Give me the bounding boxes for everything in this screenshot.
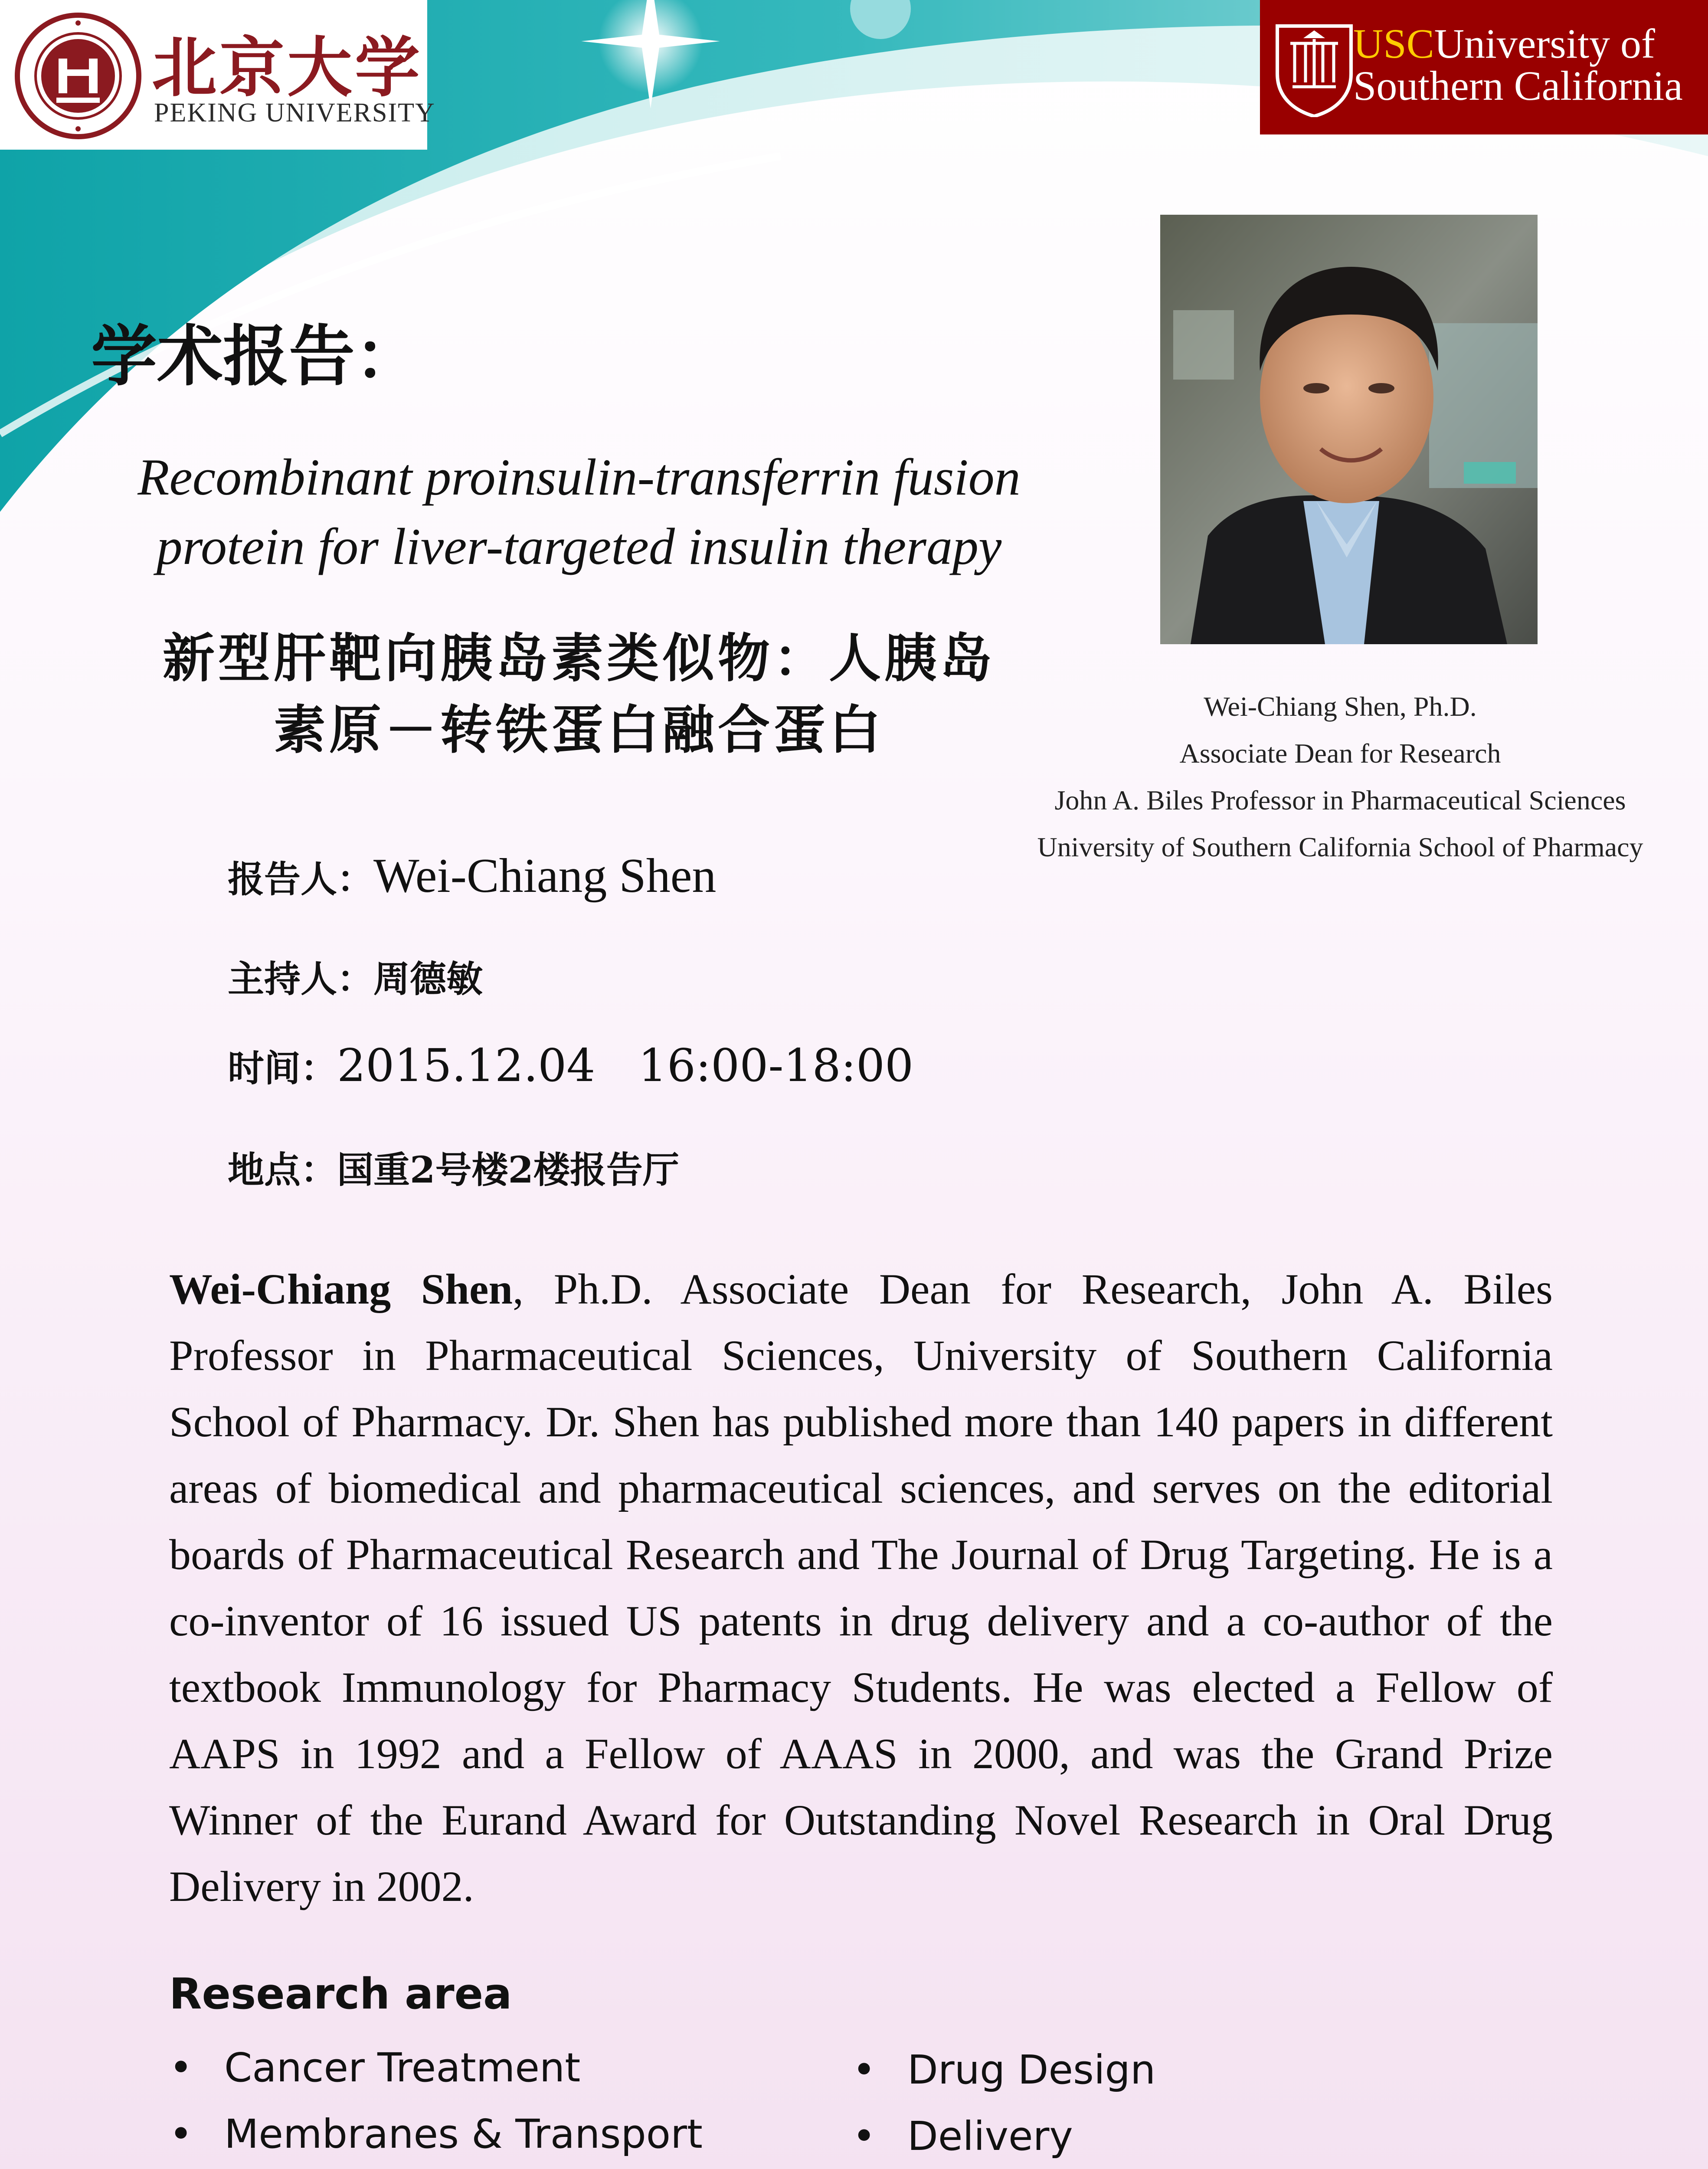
list-item <box>169 2101 837 2167</box>
bio-text: , Ph.D. Associate Dean for Research, John A. Biles Professor in Pharmaceutical Sciences, University of Southern California School of Pharmacy. Dr. Shen has published more than 140 papers in different areas of biomedical and pharmaceutical sciences, and serves on the editorial boards of Pharmaceutical Research and The Journal of Drug Targeting. He is a co-inventor of 16 issued US patents in drug delivery and a co-author of the textbook Immunology for Pharmacy Students. He was elected a Fellow of AAPS in 1992 and a Fellow of AAAS in 2000, and was the Grand Prize Winner of the Eurand Award for Outstanding Novel Research in Oral Drug Delivery in 2002. <box>169 1265 1553 1910</box>
research-item-label: Delivery <box>907 2113 1073 2159</box>
peking-university-logo <box>0 0 435 150</box>
speaker-row <box>228 848 716 904</box>
speaker-bio <box>169 1256 1553 1920</box>
pku-seal-icon <box>13 11 143 141</box>
place-value: 国重2号楼2楼报告厅 <box>337 1148 679 1191</box>
research-item-label: Drug Design <box>907 2047 1156 2093</box>
bullet: • <box>169 2111 193 2157</box>
list-item <box>169 2035 837 2101</box>
research-area-list-right <box>852 2037 1155 2169</box>
usc-wordmark-line1 <box>1353 20 1655 68</box>
caption-line1: Wei-Chiang Shen, Ph.D. <box>1204 691 1477 722</box>
usc-abbrev: USC <box>1353 20 1434 67</box>
pku-chinese-name: 北京大学 <box>152 29 423 106</box>
list-item <box>169 2167 837 2169</box>
report-label: 学术报告： <box>91 317 421 395</box>
place-label: 地点： <box>228 1148 337 1191</box>
title-cn-line2: 素原－转铁蛋白融合蛋白 <box>274 699 884 760</box>
speaker-caption <box>972 683 1708 871</box>
list-item <box>852 2037 1155 2103</box>
title-en-line2: protein for liver-targeted insulin therapy <box>156 518 1002 575</box>
usc-line1-text: University of <box>1434 20 1655 67</box>
bullet <box>169 2167 193 2169</box>
caption-line4: University of Southern California School of Pharmacy <box>1037 832 1643 862</box>
host-label: 主持人： <box>228 957 374 1000</box>
talk-title-chinese <box>74 623 1084 766</box>
list-item <box>852 2103 1155 2169</box>
research-item-label: Cancer Treatment <box>224 2044 581 2091</box>
usc-seal-icon <box>1273 17 1355 117</box>
speaker-label: 报告人： <box>228 858 374 901</box>
host-row <box>228 950 483 1003</box>
bio-speaker-name: Wei-Chiang Shen <box>169 1265 513 1313</box>
bullet: • <box>852 2047 876 2093</box>
talk-title-english <box>74 442 1084 581</box>
research-area-heading: Research area <box>169 1969 512 2019</box>
host-value: 周德敏 <box>373 957 483 1000</box>
bullet: • <box>169 2044 193 2091</box>
speaker-value: Wei-Chiang Shen <box>373 849 717 903</box>
title-cn-line1: 新型肝靶向胰岛素类似物：人胰岛 <box>163 628 995 689</box>
speaker-photo <box>1160 215 1538 644</box>
pku-english-name: PEKING UNIVERSITY <box>154 98 435 128</box>
time-row <box>228 1039 913 1092</box>
usc-wordmark-line2: Southern California <box>1353 62 1683 109</box>
time-value: 2015.12.04 16:00-18:00 <box>337 1039 914 1092</box>
time-label: 时间： <box>228 1047 337 1090</box>
caption-line2: Associate Dean for Research <box>1179 738 1501 769</box>
place-row <box>228 1141 679 1193</box>
research-item-label: Membranes & Transport <box>224 2111 703 2157</box>
caption-line3: John A. Biles Professor in Pharmaceutical Sciences <box>1054 785 1626 816</box>
title-en-line1: Recombinant proinsulin-transferrin fusion <box>137 448 1021 506</box>
bullet: • <box>852 2113 876 2159</box>
usc-logo <box>1260 0 1708 134</box>
research-area-list-left <box>169 2035 837 2169</box>
